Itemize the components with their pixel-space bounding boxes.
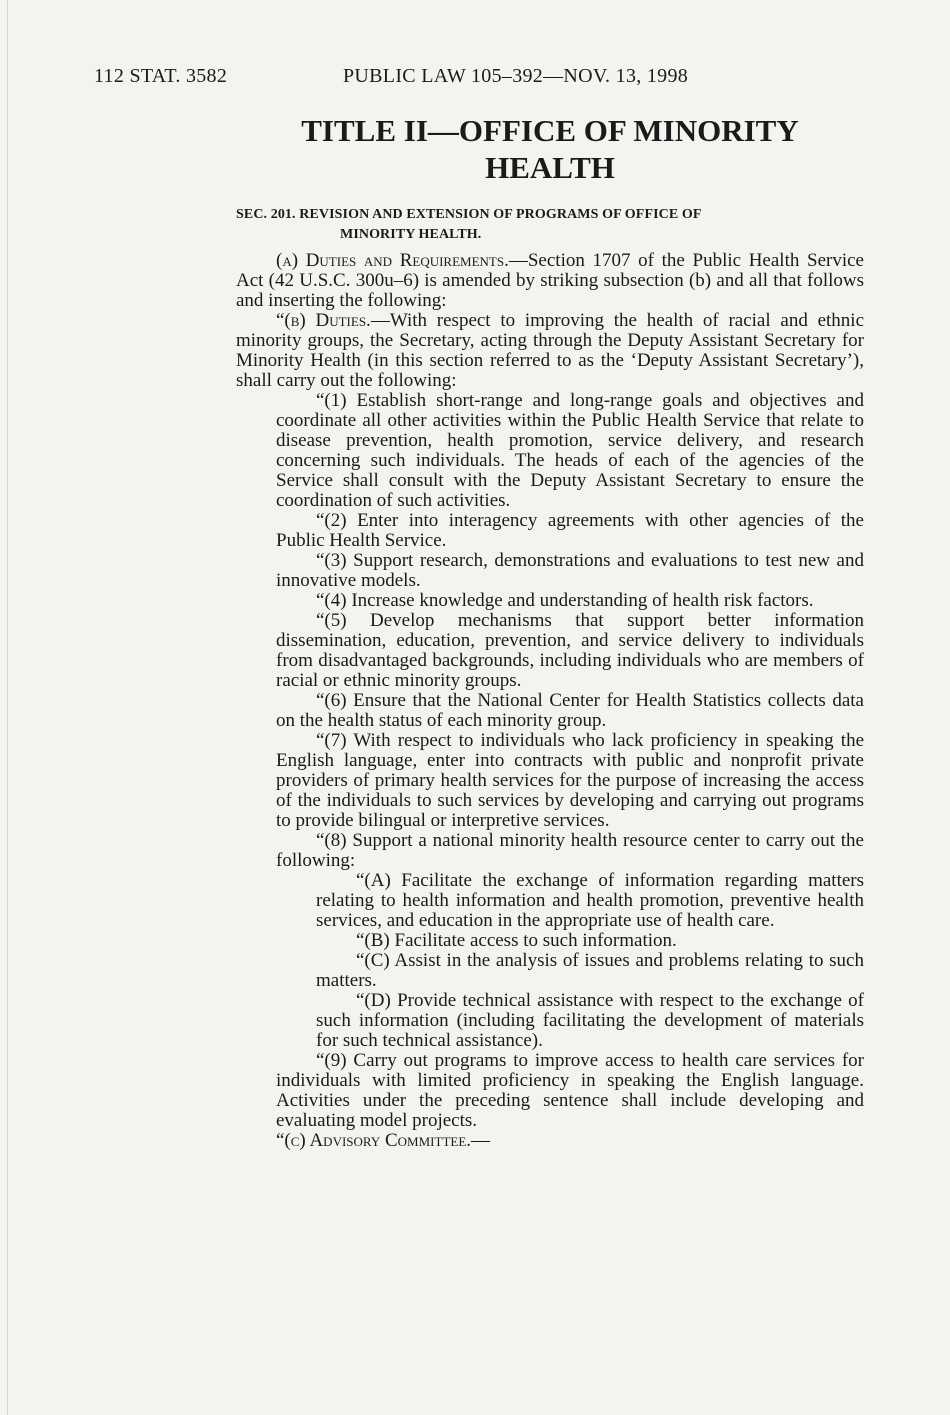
item-5: “(5) Develop mechanisms that support better information dissemination, education, prevention, and service delivery to individuals from disadvantaged backgrounds, including individuals who are members of racial or ethnic minority groups. — [276, 610, 864, 691]
item-2: “(2) Enter into interagency agreements with other agencies of the Public Health Service. — [276, 510, 864, 551]
paragraph-b-label: “(b) Duties. — [276, 310, 371, 331]
paragraph-c — [236, 1131, 864, 1151]
paragraph-b — [236, 311, 864, 391]
paragraph-c-text: — — [471, 1130, 491, 1151]
section-heading-line-1: SEC. 201. REVISION AND EXTENSION OF PROGRAMS OF OFFICE OF — [236, 207, 702, 222]
item-4: “(4) Increase knowledge and understanding of health risk factors. — [316, 590, 814, 611]
body-text — [236, 251, 864, 1151]
subitem-d: “(D) Provide technical assistance with respect to the exchange of such information (including facilitating the development of materials for such technical assistance). — [316, 990, 864, 1051]
scan-edge-line — [7, 0, 8, 1415]
item-8: “(8) Support a national minority health resource center to carry out the following: — [276, 830, 864, 871]
item-9: “(9) Carry out programs to improve access to health care services for individuals with limited proficiency in speaking the English language. Activities under the preceding sentence shall include developing and evaluating model projects. — [276, 1050, 864, 1131]
paragraph-a-label: (a) Duties and Requirements. — [276, 250, 509, 271]
item-1: “(1) Establish short-range and long-range goals and objectives and coordinate all other activities within the Public Health Service that relate to disease prevention, health promotion, service delivery, and research concerning such individuals. The heads of each of the agencies of the Service shall consult with the Deputy Assistant Secretary to ensure the coordination of such activities. — [276, 390, 864, 511]
section-heading-line-2: MINORITY HEALTH. — [340, 227, 482, 242]
paragraph-b-text: —With respect to improving the health of racial and ethnic minority groups, the Secretary, acting through the Deputy Assistant Secretary for Minority Health (in this section referred to as the ‘Deputy Assistant Secretary’), shall carry out the following: — [236, 310, 864, 391]
title-line-1: TITLE II—OFFICE OF MINORITY — [301, 113, 799, 148]
title-line-2: HEALTH — [485, 150, 615, 185]
item-3: “(3) Support research, demonstrations and evaluations to test new and innovative models. — [276, 550, 864, 591]
subitem-c: “(C) Assist in the analysis of issues and problems relating to such matters. — [316, 950, 864, 991]
section-heading — [236, 205, 864, 245]
statute-page-number: 112 STAT. 3582 — [94, 65, 228, 87]
paragraph-a — [236, 251, 864, 311]
title-heading — [236, 112, 864, 186]
paragraph-a-text: —Section 1707 of the Public Health Service Act (42 U.S.C. 300u–6) is amended by striking subsection (b) and all that follows and inserting the following: — [236, 250, 864, 311]
item-6: “(6) Ensure that the National Center for Health Statistics collects data on the health status of each minority group. — [276, 690, 864, 731]
subitem-b: “(B) Facilitate access to such information. — [356, 930, 677, 951]
paragraph-c-label: “(c) Advisory Committee. — [276, 1130, 472, 1151]
public-law-citation: PUBLIC LAW 105–392—NOV. 13, 1998 — [343, 65, 689, 87]
item-7: “(7) With respect to individuals who lack proficiency in speaking the English language, enter into contracts with public and nonprofit private providers of primary health services for the purpose of increasing the access of the individuals to such services by developing and carrying out programs to provide bilingual or interpretive services. — [276, 730, 864, 831]
subitem-a: “(A) Facilitate the exchange of information regarding matters relating to health information and health promotion, preventive health services, and education in the appropriate use of health care. — [316, 870, 864, 931]
